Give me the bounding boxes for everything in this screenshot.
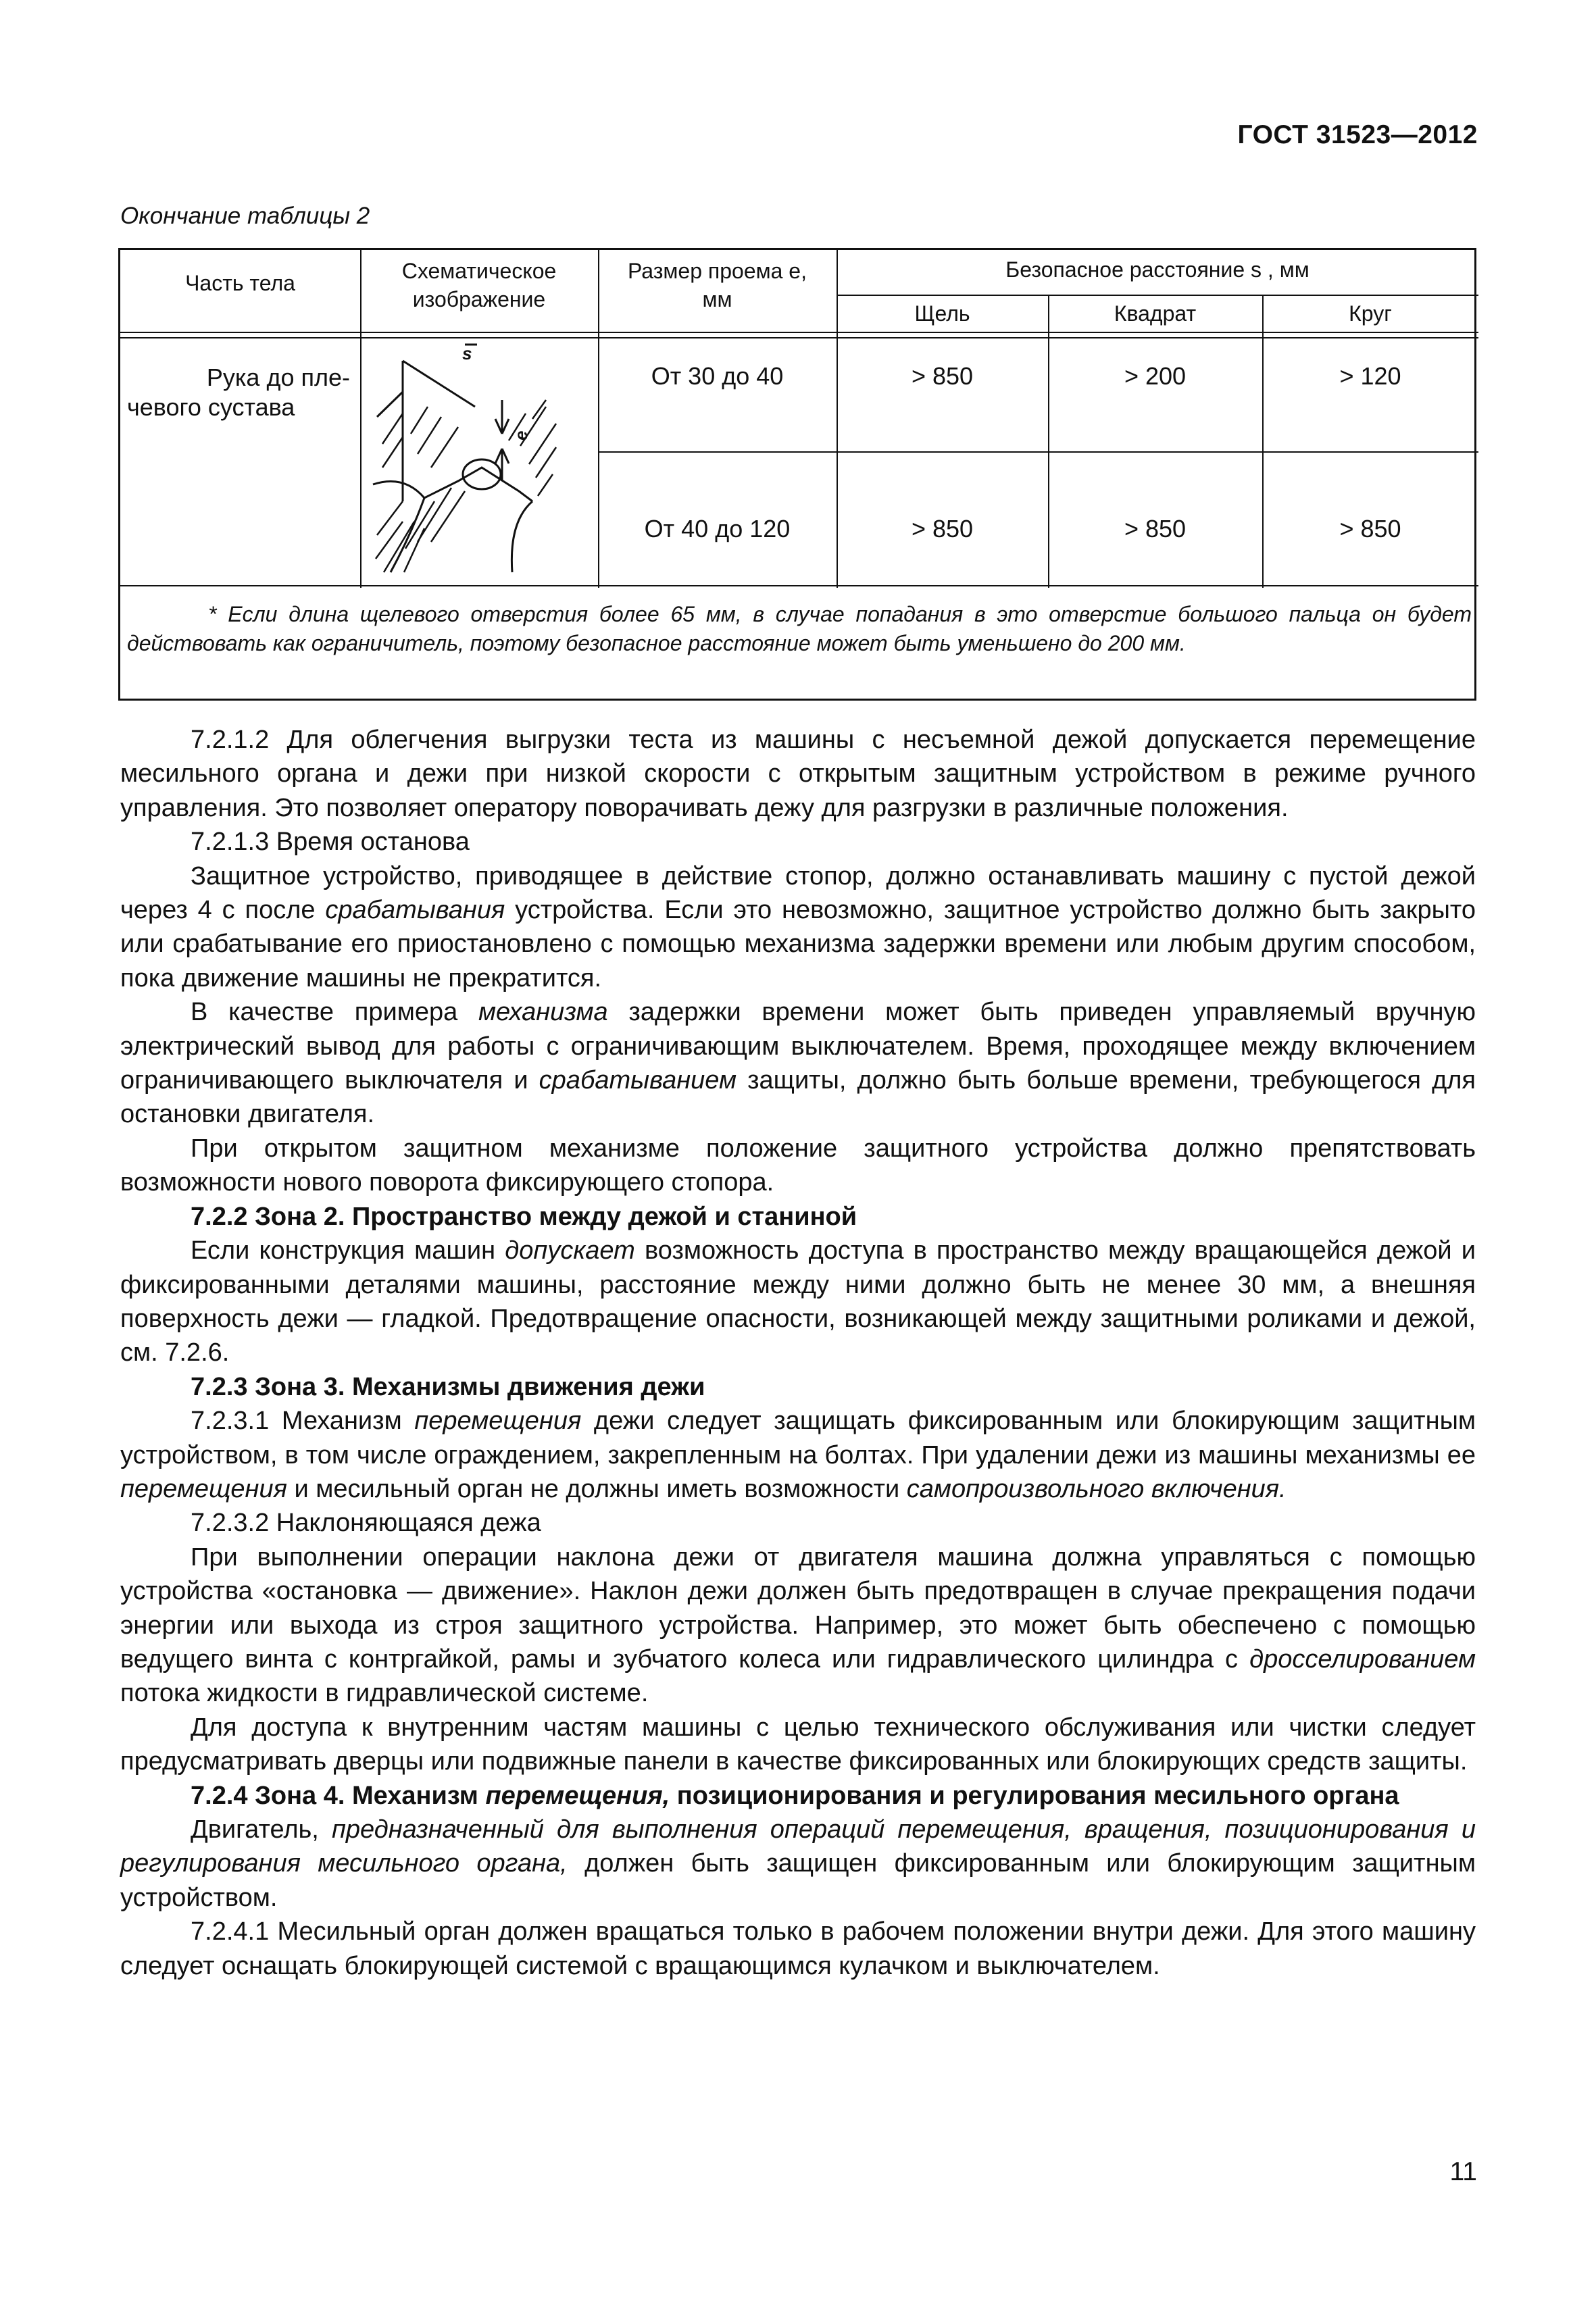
standard-number: ГОСТ 31523—2012 [1237, 120, 1478, 149]
para-stop-device: Защитное устройство, приводящее в действие стопор, должно останавливать машину с пустой дежой через 4 с после срабатывания устройства. Если это невозможно, защитное устройство должно быть закрыто или срабатывание его приостановлено с помощью механизма задержки времени или любым другим способом, пока движение машины не прекратится. [120, 861, 1476, 992]
row2-circle: > 850 [1339, 515, 1401, 543]
row2-opening: От 40 до 120 [644, 515, 791, 543]
header-schema-line1: Схематическое [401, 259, 557, 283]
header-body-part: Часть тела [185, 271, 295, 295]
row1-circle: > 120 [1339, 362, 1401, 390]
header-schema-line2: изображение [412, 287, 546, 311]
label-e: e [511, 430, 531, 441]
body-text [120, 723, 1476, 1983]
header-safe-distance: Безопасное расстояние s , мм [1005, 257, 1310, 282]
para-delay-mechanism: В качестве примера механизма задержки времени может быть приведен управляемый вручную электрический вывод для работы с ограничивающим выключателем. Время, проходящее между включением ограничивающего выключателя и срабатыванием защиты, должно быть больше времени, требующегося для остановки двигателя. [120, 998, 1476, 1129]
para-access-doors: Для доступа к внутренним частям машины с целью технического обслуживания или чистки следует предусматривать дверцы или подвижные панели в качестве фиксированных или блокирующих средств защиты. [120, 1713, 1476, 1776]
row2-square: > 850 [1124, 515, 1187, 543]
subheader-square: Квадрат [1114, 301, 1197, 326]
safety-distance-table [118, 248, 1476, 701]
row1-square: > 200 [1124, 362, 1187, 390]
table-footnote: * Если длина щелевого отверстия более 65 мм, в случае попадания в это отверстие большого пальца он будет действовать как ограничитель, поэтому безопасное расстояние может быть уменьшено до 200 мм. [127, 602, 1472, 655]
table-caption: Окончание таблицы 2 [120, 203, 370, 229]
para-7-2-3-1: 7.2.3.1 Механизм перемещения дежи следует защищать фиксированным или блокирующим защитным устройством, в том числе ограждением, закрепленным на болтах. При удалении дежи из машины механизмы ее перемещения и месильный орган не должны иметь возможности самопроизвольного включения. [120, 1407, 1476, 1503]
para-7-2-1-3-title: 7.2.1.3 Время останова [191, 828, 470, 857]
para-7-2-3-2-title: 7.2.3.2 Наклоняющаяся дежа [191, 1509, 541, 1538]
body-part-line1: Рука до пле- [206, 363, 350, 391]
para-zone-2: Если конструкция машин допускает возможность доступа в пространство между вращающейся дежой и фиксированными деталями машины, расстояние между ними должно быть не менее 30 мм, а внешняя поверхность дежи — гладкой. Предотвращение опасности, возникающей между защитными роликами и дежой, см. 7.2.6. [120, 1236, 1476, 1367]
para-open-guard: При открытом защитном механизме положение защитного устройства должно препятствовать возможности нового поворота фиксирующего стопора. [120, 1134, 1476, 1197]
para-7-2-4-1: 7.2.4.1 Месильный орган должен вращаться только в рабочем положении внутри дежи. Для этого машину следует оснащать блокирующей системой с вращающимся кулачком и выключателем. [120, 1917, 1476, 1980]
heading-7-2-3: 7.2.3 Зона 3. Механизмы движения дежи [191, 1372, 705, 1401]
row1-opening: От 30 до 40 [651, 362, 784, 390]
row1-slot: > 850 [911, 362, 974, 390]
heading-7-2-4: 7.2.4 Зона 4. Механизм перемещения, позиционирования и регулирования месильного органа [191, 1781, 1399, 1810]
row2-slot: > 850 [911, 515, 974, 543]
header-opening-line1: Размер проема e, [628, 259, 807, 283]
para-7-2-1-2: 7.2.1.2 Для облегчения выгрузки теста из машины с несъемной дежой допускается перемещение месильного органа и дежи при низкой скорости с открытым защитным устройством в режиме ручного управления. Это позволяет оператору поворачивать дежу для разгрузки в различные положения. [120, 726, 1476, 822]
subheader-circle: Круг [1349, 301, 1392, 326]
label-s: s [462, 343, 472, 363]
table-footnote-row [120, 586, 1474, 699]
body-part-line2: чевого сустава [127, 393, 295, 421]
heading-7-2-2: 7.2.2 Зона 2. Пространство между дежой и станиной [191, 1202, 857, 1231]
arm-opening-schematic [364, 339, 595, 584]
page-number: 11 [1449, 2157, 1477, 2186]
para-motor: Двигатель, предназначенный для выполнения операций перемещения, вращения, позиционирования и регулирования месильного органа, должен быть защищен фиксированным или блокирующим защитным устройством. [120, 1815, 1476, 1912]
header-opening-line2: мм [702, 287, 732, 311]
subheader-slot: Щель [914, 301, 970, 326]
para-tilting: При выполнении операции наклона дежи от двигателя машина должна управляться с помощью устройства «остановка — движение». Наклон дежи должен быть предотвращен в случае прекращения подачи энергии или выхода из строя защитного устройства. Например, это может быть обеспечено с помощью ведущего винта с контргайкой, рамы и зубчатого колеса или гидравлического цилиндра с дросселированием потока жидкости в гидравлической системе. [120, 1542, 1476, 1708]
